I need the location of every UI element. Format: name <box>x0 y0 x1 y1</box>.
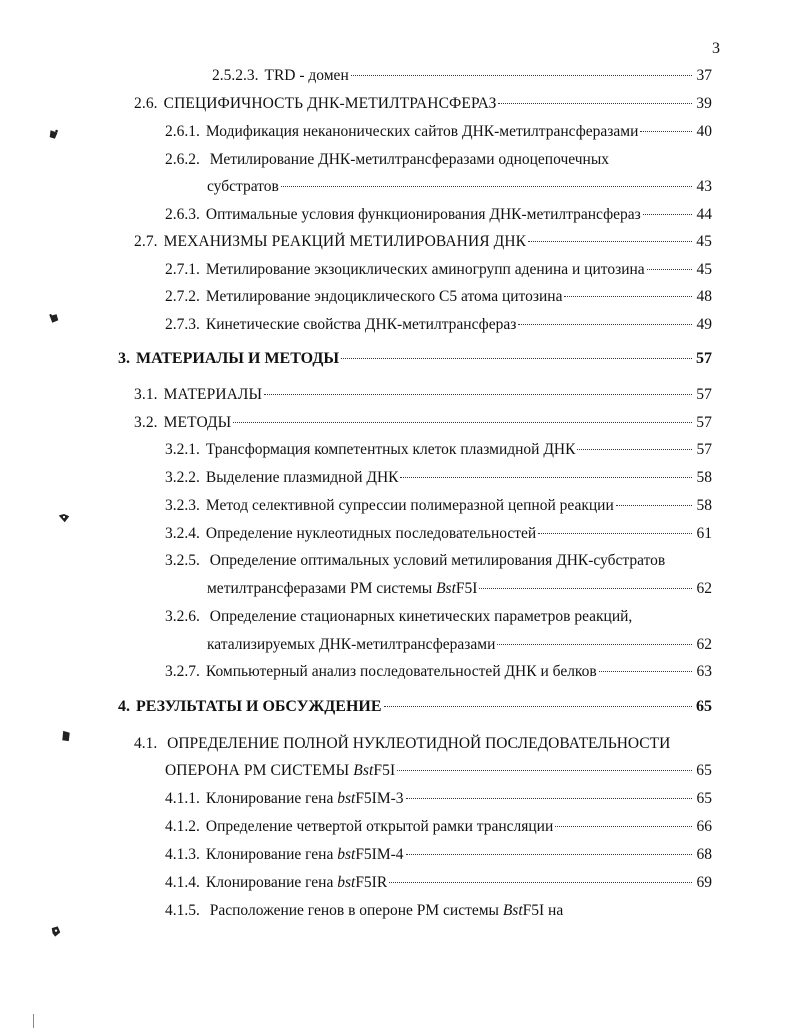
toc-entry-title <box>206 789 404 809</box>
toc-entry-page: 57 <box>696 386 712 403</box>
toc-entry-number: 3.2.4. <box>165 525 200 542</box>
toc-entry-number: 3. <box>118 350 130 367</box>
dot-leader <box>647 269 692 270</box>
dot-leader <box>406 854 692 855</box>
toc-entry-number: 4.1.2. <box>165 818 200 835</box>
toc-entry-title: Метилирование ДНК-метилтрансферазами одноцепочечных <box>209 151 609 168</box>
punch-mark-icon <box>48 128 60 141</box>
dot-leader <box>497 644 692 645</box>
toc-entry-title <box>210 902 563 919</box>
toc-entry[interactable] <box>165 524 712 544</box>
toc-entry-number: 2.5.2.3. <box>212 67 259 84</box>
toc-entry-number: 3.2.6. <box>165 608 200 625</box>
title-italic: bst <box>337 790 356 807</box>
toc-entry-number: 3.2. <box>134 414 158 431</box>
punch-mark-icon <box>50 925 62 938</box>
toc-entry[interactable] <box>134 413 712 433</box>
toc-entry[interactable] <box>212 66 712 86</box>
toc-entry-page: 65 <box>696 762 712 779</box>
toc-entry-page: 45 <box>696 261 712 278</box>
title-italic: bst <box>337 846 356 863</box>
toc-entry-number: 3.1. <box>134 386 158 403</box>
toc-entry-continuation[interactable] <box>207 579 712 599</box>
title-text: ОПЕРОНА РМ СИСТЕМЫ <box>165 762 354 779</box>
toc-entry[interactable] <box>165 287 712 307</box>
title-text: F5IR <box>355 874 388 891</box>
dot-leader <box>479 588 692 589</box>
toc-entry[interactable] <box>165 440 712 460</box>
toc-entry-number: 4.1.5. <box>165 902 200 919</box>
dot-leader <box>351 75 692 76</box>
toc-entry-title: Метилирование эндоциклического С5 атома цитозина <box>205 288 563 305</box>
toc-entry-number: 3.2.3. <box>165 497 200 514</box>
toc-chapter[interactable] <box>118 697 712 717</box>
toc-entry-number: 2.7.1. <box>165 261 200 278</box>
toc-entry-page: 39 <box>696 95 712 112</box>
toc-entry-title: Определение стационарных кинетических параметров реакций, <box>209 608 633 625</box>
toc-entry-number: 2.6.1. <box>165 123 200 140</box>
toc-entry-number: 3.2.1. <box>165 441 200 458</box>
toc-entry-number: 4. <box>118 698 130 715</box>
title-text: Клонирование гена <box>205 790 338 807</box>
dot-leader <box>233 422 692 423</box>
toc-entry-title: Кинетические свойства ДНК-метилтрансфераз <box>205 316 517 333</box>
toc-entry-title: МЕХАНИЗМЫ РЕАКЦИЙ МЕТИЛИРОВАНИЯ ДНК <box>163 233 527 250</box>
toc-chapter[interactable] <box>118 349 712 369</box>
toc-entry-continuation[interactable] <box>165 761 712 781</box>
toc-entry[interactable] <box>134 94 712 114</box>
toc-entry-title: Метод селективной супрессии полимеразной цепной реакции <box>205 497 614 514</box>
toc-entry-title: Определение четвертой открытой рамки трансляции <box>205 818 554 835</box>
dot-leader <box>498 103 692 104</box>
toc-entry[interactable] <box>134 385 712 405</box>
dot-leader <box>640 131 692 132</box>
toc-entry-title <box>165 761 395 781</box>
title-text: F5I <box>373 762 396 779</box>
title-text: F5I <box>455 580 478 597</box>
dot-leader <box>264 394 692 395</box>
title-text: F5IM-4 <box>355 846 404 863</box>
toc-entry-title: ОПРЕДЕЛЕНИЕ ПОЛНОЙ НУКЛЕОТИДНОЙ ПОСЛЕДОВАТЕЛЬНОСТИ <box>167 735 671 752</box>
page-number: 3 <box>712 40 720 57</box>
toc-entry-page: 62 <box>696 580 712 597</box>
dot-leader <box>577 449 692 450</box>
toc-entry[interactable] <box>134 232 712 252</box>
dot-leader <box>564 296 692 297</box>
toc-entry-page: 63 <box>696 663 712 680</box>
title-text: Клонирование гена <box>205 874 338 891</box>
toc-entry[interactable] <box>165 315 712 335</box>
toc-entry[interactable] <box>165 468 712 488</box>
toc-entry[interactable] <box>165 662 712 682</box>
toc-entry[interactable] <box>165 260 712 280</box>
toc-entry-page: 68 <box>696 846 712 863</box>
toc-entry[interactable] <box>165 901 563 921</box>
toc-entry-page: 43 <box>696 178 712 195</box>
toc-entry[interactable] <box>165 205 712 225</box>
toc-entry-title <box>207 579 477 599</box>
title-italic: Bst <box>436 580 456 597</box>
title-italic: Bst <box>502 902 523 919</box>
dot-leader <box>555 826 692 827</box>
toc-entry-title: Трансформация компетентных клеток плазмидной ДНК <box>205 441 576 458</box>
toc-entry-title <box>206 845 404 865</box>
toc-entry-title: МЕТОДЫ <box>163 414 232 431</box>
toc-entry-title: TRD - домен <box>264 67 349 84</box>
toc-entry-page: 44 <box>696 206 712 223</box>
dot-leader <box>599 671 692 672</box>
toc-entry-title: РЕЗУЛЬТАТЫ И ОБСУЖДЕНИЕ <box>136 698 382 715</box>
toc-entry-title: Оптимальные условия функционирования ДНК-метилтрансфераз <box>205 206 641 223</box>
dot-leader <box>281 186 692 187</box>
toc-entry[interactable] <box>165 789 712 809</box>
toc-entry-number: 4.1.3. <box>165 846 200 863</box>
toc-entry-title: Компьютерный анализ последовательностей ДНК и белков <box>205 663 597 680</box>
toc-entry-number: 2.6. <box>134 95 158 112</box>
title-italic: bst <box>337 874 356 891</box>
punch-mark-icon <box>58 512 70 525</box>
title-text: Клонирование гена <box>205 846 338 863</box>
dot-leader <box>341 358 692 359</box>
title-italic: Bst <box>353 762 374 779</box>
dot-leader <box>538 533 692 534</box>
toc-entry-page: 49 <box>696 316 712 333</box>
title-text: Расположение генов в опероне РМ системы <box>209 902 503 919</box>
scan-artifact <box>33 1014 34 1028</box>
dot-leader <box>400 477 692 478</box>
punch-mark-icon <box>48 312 60 325</box>
toc-entry-page: 58 <box>696 497 712 514</box>
toc-entry-page: 58 <box>696 469 712 486</box>
toc-entry-title: Метилирование экзоциклических аминогрупп аденина и цитозина <box>205 261 645 278</box>
toc-entry-continuation[interactable] <box>207 635 712 655</box>
dot-leader <box>389 882 692 883</box>
toc-entry-title: субстратов <box>207 178 279 195</box>
toc-entry-page: 48 <box>696 288 712 305</box>
toc-entry-page: 62 <box>696 636 712 653</box>
toc-entry-page: 69 <box>696 874 712 891</box>
toc-entry-number: 2.6.3. <box>165 206 200 223</box>
toc-entry-title: СПЕЦИФИЧНОСТЬ ДНК-МЕТИЛТРАНСФЕРАЗ <box>163 95 497 112</box>
toc-entry[interactable] <box>165 551 665 571</box>
toc-entry-title: МАТЕРИАЛЫ <box>163 386 263 403</box>
toc-entry-title: Определение нуклеотидных последовательностей <box>205 525 537 542</box>
toc-entry-title: Модификация неканонических сайтов ДНК-метилтрансферазами <box>205 123 639 140</box>
toc-entry-number: 4.1.4. <box>165 874 200 891</box>
toc-entry-page: 57 <box>696 350 712 367</box>
dot-leader <box>528 241 692 242</box>
dot-leader <box>384 706 692 707</box>
toc-entry-page: 45 <box>696 233 712 250</box>
toc-entry-number: 3.2.7. <box>165 663 200 680</box>
toc-entry-page: 57 <box>696 441 712 458</box>
toc-entry-title: МАТЕРИАЛЫ И МЕТОДЫ <box>136 350 340 367</box>
toc-entry-page: 65 <box>696 698 712 715</box>
toc-entry-number: 2.7.2. <box>165 288 200 305</box>
punch-mark-icon <box>60 730 72 743</box>
toc-entry-title: Выделение плазмидной ДНК <box>205 469 399 486</box>
toc-entry-page: 65 <box>696 790 712 807</box>
toc-entry[interactable] <box>165 607 632 627</box>
dot-leader <box>643 214 692 215</box>
toc-entry-title <box>206 873 387 893</box>
toc-entry-continuation[interactable] <box>207 177 712 197</box>
toc-entry-title: Определение оптимальных условий метилирования ДНК-субстратов <box>209 552 666 569</box>
toc-entry-number: 4.1. <box>134 735 158 752</box>
toc-entry[interactable] <box>165 873 712 893</box>
toc-entry-number: 4.1.1. <box>165 790 200 807</box>
toc-entry[interactable] <box>165 496 712 516</box>
toc-entry-title: катализируемых ДНК-метилтрансферазами <box>207 636 496 653</box>
title-text: метилтрансферазами РМ системы <box>207 580 437 597</box>
toc-entry[interactable] <box>165 122 712 142</box>
toc-entry-page: 40 <box>696 123 712 140</box>
toc-entry-page: 66 <box>696 818 712 835</box>
toc-entry-number: 2.7. <box>134 233 158 250</box>
toc-entry[interactable] <box>165 150 609 170</box>
toc-entry[interactable] <box>165 817 712 837</box>
dot-leader <box>406 798 692 799</box>
toc-entry-number: 2.7.3. <box>165 316 200 333</box>
title-text: F5I на <box>522 902 564 919</box>
dot-leader <box>397 770 692 771</box>
toc-entry-number: 3.2.5. <box>165 552 200 569</box>
toc-entry[interactable] <box>165 845 712 865</box>
toc-entry-number: 3.2.2. <box>165 469 200 486</box>
toc-entry-number: 2.6.2. <box>165 151 200 168</box>
title-text: F5IM-3 <box>355 790 404 807</box>
dot-leader <box>616 505 692 506</box>
toc-entry-page: 61 <box>696 525 712 542</box>
toc-entry[interactable] <box>134 734 670 754</box>
toc-entry-page: 57 <box>696 414 712 431</box>
dot-leader <box>518 324 692 325</box>
toc-entry-page: 37 <box>696 67 712 84</box>
